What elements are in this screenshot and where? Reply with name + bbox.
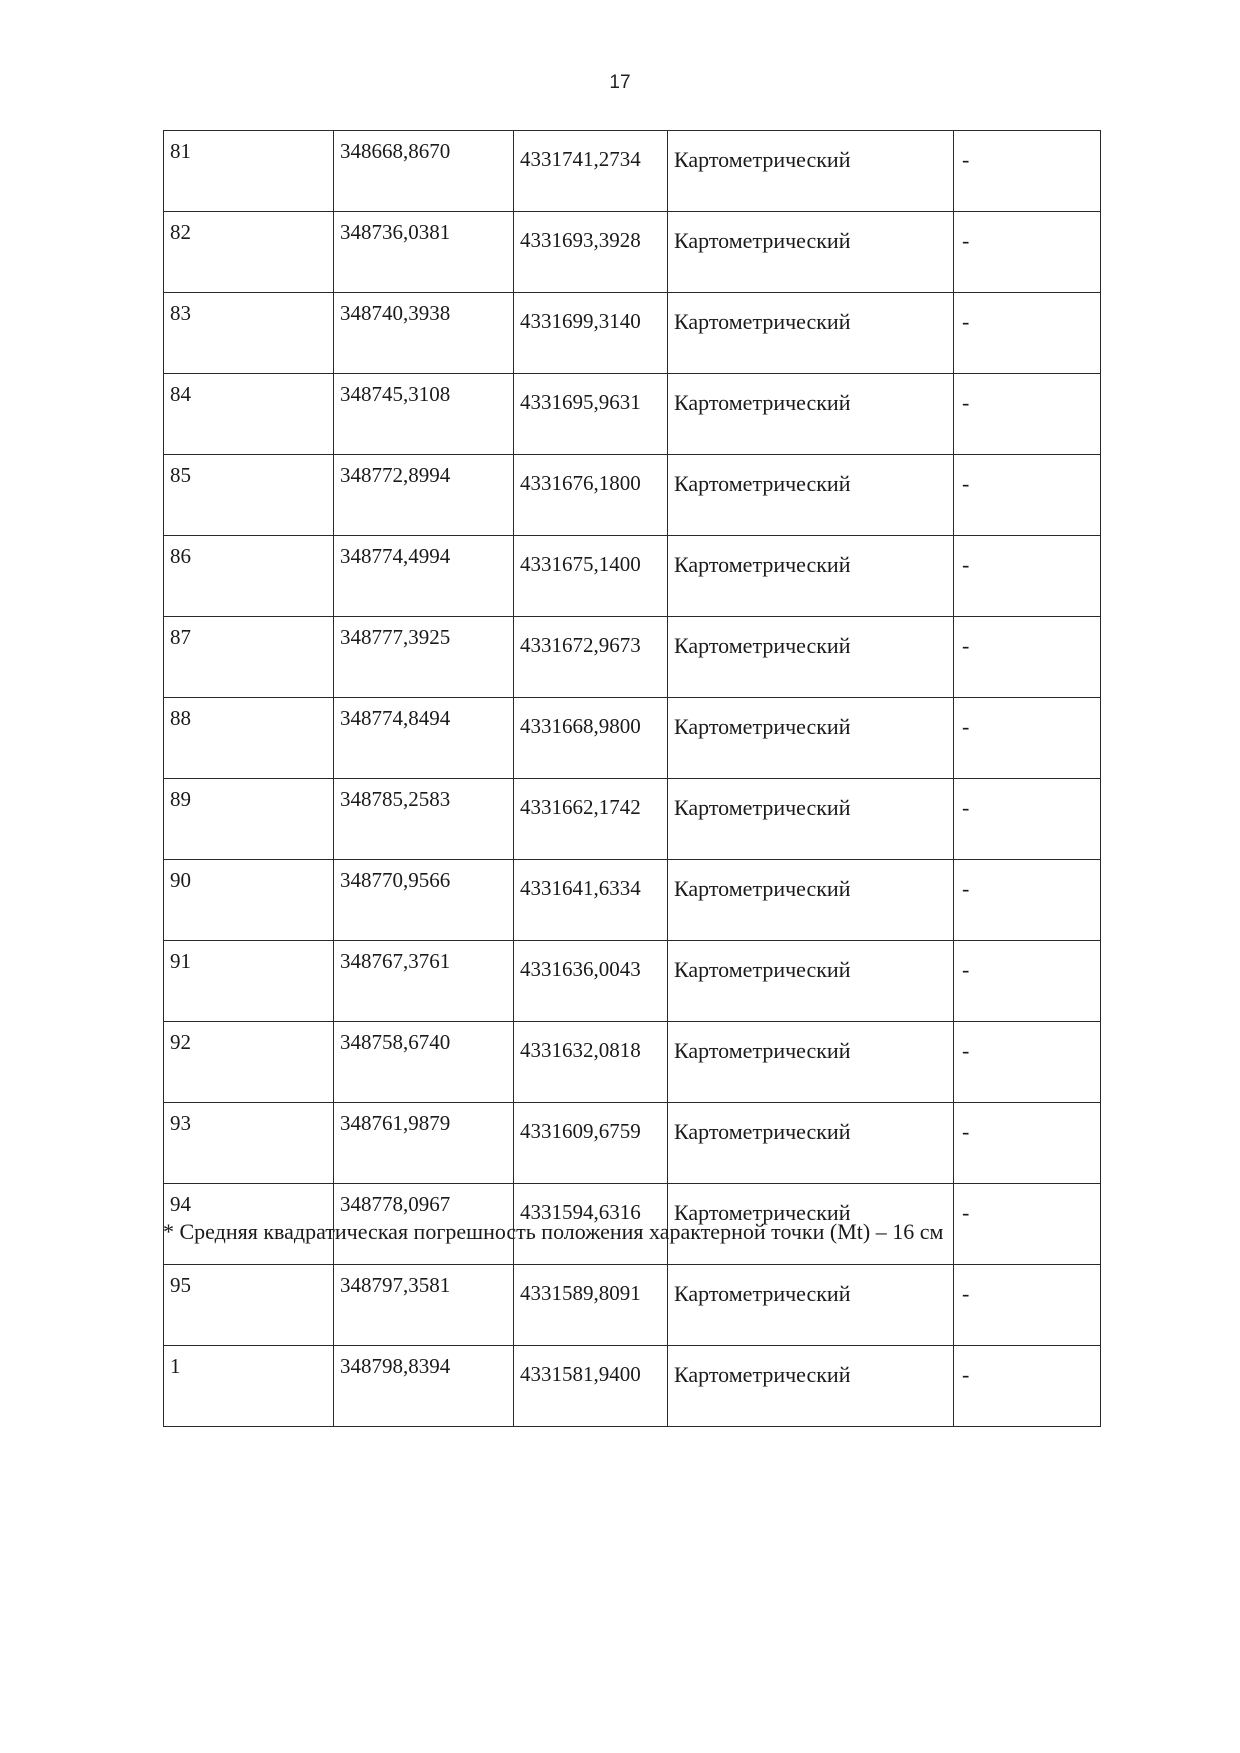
point-number-cell: 94 — [164, 1184, 334, 1265]
error-cell: - — [954, 617, 1101, 698]
method-cell: Картометрический — [668, 131, 954, 212]
method-cell: Картометрический — [668, 455, 954, 536]
table-row — [164, 860, 1101, 941]
point-number-cell: 91 — [164, 941, 334, 1022]
x-coordinate-cell: 348761,9879 — [334, 1103, 514, 1184]
page-number: 17 — [609, 72, 631, 93]
point-number-cell: 88 — [164, 698, 334, 779]
method-cell: Картометрический — [668, 1346, 954, 1427]
error-cell: - — [954, 374, 1101, 455]
point-number-cell: 89 — [164, 779, 334, 860]
point-number-cell: 85 — [164, 455, 334, 536]
method-cell: Картометрический — [668, 779, 954, 860]
error-cell: - — [954, 860, 1101, 941]
error-cell: - — [954, 131, 1101, 212]
y-coordinate-cell: 4331594,6316 — [514, 1184, 668, 1265]
x-coordinate-cell: 348778,0967 — [334, 1184, 514, 1265]
point-number-cell: 87 — [164, 617, 334, 698]
method-cell: Картометрический — [668, 941, 954, 1022]
error-cell: - — [954, 536, 1101, 617]
y-coordinate-cell: 4331641,6334 — [514, 860, 668, 941]
table-row — [164, 941, 1101, 1022]
point-number-cell: 83 — [164, 293, 334, 374]
y-coordinate-cell: 4331693,3928 — [514, 212, 668, 293]
y-coordinate-cell: 4331668,9800 — [514, 698, 668, 779]
y-coordinate-cell: 4331632,0818 — [514, 1022, 668, 1103]
y-coordinate-cell: 4331695,9631 — [514, 374, 668, 455]
point-number-cell: 81 — [164, 131, 334, 212]
method-cell: Картометрический — [668, 860, 954, 941]
y-coordinate-cell: 4331672,9673 — [514, 617, 668, 698]
method-cell: Картометрический — [668, 536, 954, 617]
y-coordinate-cell: 4331675,1400 — [514, 536, 668, 617]
error-cell: - — [954, 1103, 1101, 1184]
method-cell: Картометрический — [668, 212, 954, 293]
method-cell: Картометрический — [668, 617, 954, 698]
x-coordinate-cell: 348774,8494 — [334, 698, 514, 779]
table-row — [164, 1022, 1101, 1103]
point-number-cell: 92 — [164, 1022, 334, 1103]
y-coordinate-cell: 4331581,9400 — [514, 1346, 668, 1427]
point-number-cell: 1 — [164, 1346, 334, 1427]
error-cell: - — [954, 779, 1101, 860]
table-row — [164, 1103, 1101, 1184]
error-cell: - — [954, 1346, 1101, 1427]
y-coordinate-cell: 4331589,8091 — [514, 1265, 668, 1346]
error-cell: - — [954, 1022, 1101, 1103]
method-cell: Картометрический — [668, 1265, 954, 1346]
error-cell: - — [954, 455, 1101, 536]
x-coordinate-cell: 348777,3925 — [334, 617, 514, 698]
point-number-cell: 86 — [164, 536, 334, 617]
x-coordinate-cell: 348758,6740 — [334, 1022, 514, 1103]
y-coordinate-cell: 4331676,1800 — [514, 455, 668, 536]
method-cell: Картометрический — [668, 374, 954, 455]
x-coordinate-cell: 348798,8394 — [334, 1346, 514, 1427]
footnote: * Средняя квадратическая погрешность положения характерной точки (Mt) – 16 см — [163, 1219, 944, 1244]
point-number-cell: 84 — [164, 374, 334, 455]
error-cell: - — [954, 212, 1101, 293]
table-row — [164, 212, 1101, 293]
y-coordinate-cell: 4331741,2734 — [514, 131, 668, 212]
table-row — [164, 1265, 1101, 1346]
error-cell: - — [954, 698, 1101, 779]
y-coordinate-cell: 4331662,1742 — [514, 779, 668, 860]
point-number-cell: 95 — [164, 1265, 334, 1346]
method-cell: Картометрический — [668, 1022, 954, 1103]
method-cell: Картометрический — [668, 1184, 954, 1265]
x-coordinate-cell: 348767,3761 — [334, 941, 514, 1022]
point-number-cell: 82 — [164, 212, 334, 293]
table-row — [164, 779, 1101, 860]
x-coordinate-cell: 348797,3581 — [334, 1265, 514, 1346]
x-coordinate-cell: 348736,0381 — [334, 212, 514, 293]
y-coordinate-cell: 4331609,6759 — [514, 1103, 668, 1184]
x-coordinate-cell: 348668,8670 — [334, 131, 514, 212]
y-coordinate-cell: 4331636,0043 — [514, 941, 668, 1022]
error-cell: - — [954, 941, 1101, 1022]
error-cell: - — [954, 1184, 1101, 1265]
method-cell: Картометрический — [668, 1103, 954, 1184]
method-cell: Картометрический — [668, 293, 954, 374]
x-coordinate-cell: 348740,3938 — [334, 293, 514, 374]
table-row — [164, 617, 1101, 698]
method-cell: Картометрический — [668, 698, 954, 779]
table-row — [164, 293, 1101, 374]
x-coordinate-cell: 348785,2583 — [334, 779, 514, 860]
y-coordinate-cell: 4331699,3140 — [514, 293, 668, 374]
table-row — [164, 698, 1101, 779]
table-row — [164, 131, 1101, 212]
table-row — [164, 1346, 1101, 1427]
x-coordinate-cell: 348774,4994 — [334, 536, 514, 617]
table-row — [164, 455, 1101, 536]
table-row — [164, 374, 1101, 455]
table-row — [164, 536, 1101, 617]
error-cell: - — [954, 293, 1101, 374]
error-cell: - — [954, 1265, 1101, 1346]
x-coordinate-cell: 348745,3108 — [334, 374, 514, 455]
point-number-cell: 93 — [164, 1103, 334, 1184]
point-number-cell: 90 — [164, 860, 334, 941]
x-coordinate-cell: 348770,9566 — [334, 860, 514, 941]
x-coordinate-cell: 348772,8994 — [334, 455, 514, 536]
